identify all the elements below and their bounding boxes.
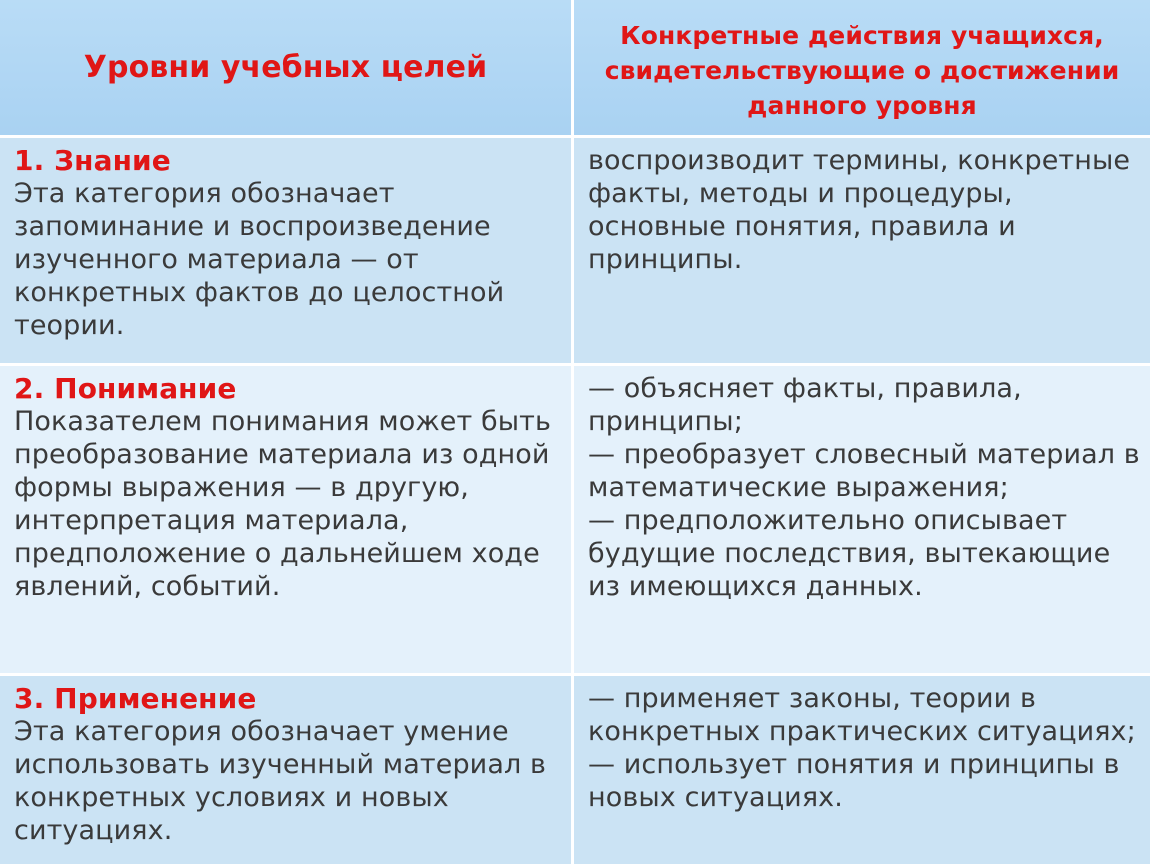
level-cell-understanding <box>0 366 574 676</box>
level-cell-knowledge <box>0 138 574 366</box>
level-title-understanding: 2. Понимание <box>14 372 237 405</box>
level-description-knowledge: Эта категория обозначает запоминание и воспроизведение изученного материала — от конкретных фактов до целостной теории. <box>14 178 513 341</box>
header-levels-label: Уровни учебных целей <box>83 50 488 85</box>
level-title-knowledge: 1. Знание <box>14 144 171 177</box>
actions-text-knowledge: воспроизводит термины, конкретные факты, методы и процедуры, основные понятия, правила и принципы. <box>588 145 1139 275</box>
actions-cell-application <box>574 676 1150 864</box>
actions-text-application: — применяет законы, теории в конкретных практических ситуациях; — использует понятия и принципы в новых ситуациях. <box>588 683 1136 813</box>
header-levels <box>0 0 574 138</box>
actions-text-understanding: — объясняет факты, правила, принципы; — преобразует словесный материал в математические выражения; — предположительно описывает будущие последствия, вытекающие из имеющихся данных. <box>588 373 1140 602</box>
level-cell-application <box>0 676 574 864</box>
level-description-application: Эта категория обозначает умение использовать изученный материал в конкретных условиях и новых ситуациях. <box>14 716 555 846</box>
level-title-application: 3. Применение <box>14 682 257 715</box>
actions-cell-understanding <box>574 366 1150 676</box>
actions-cell-knowledge <box>574 138 1150 366</box>
header-actions <box>574 0 1150 138</box>
level-description-understanding: Показателем понимания может быть преобразование материала из одной формы выражения — в другую, интерпретация материала, предположение о дальнейшем ходе явлений, событий. <box>14 406 560 602</box>
header-actions-label: Конкретные действия учащихся, свидетельствующие о достижении данного уровня <box>604 21 1120 120</box>
